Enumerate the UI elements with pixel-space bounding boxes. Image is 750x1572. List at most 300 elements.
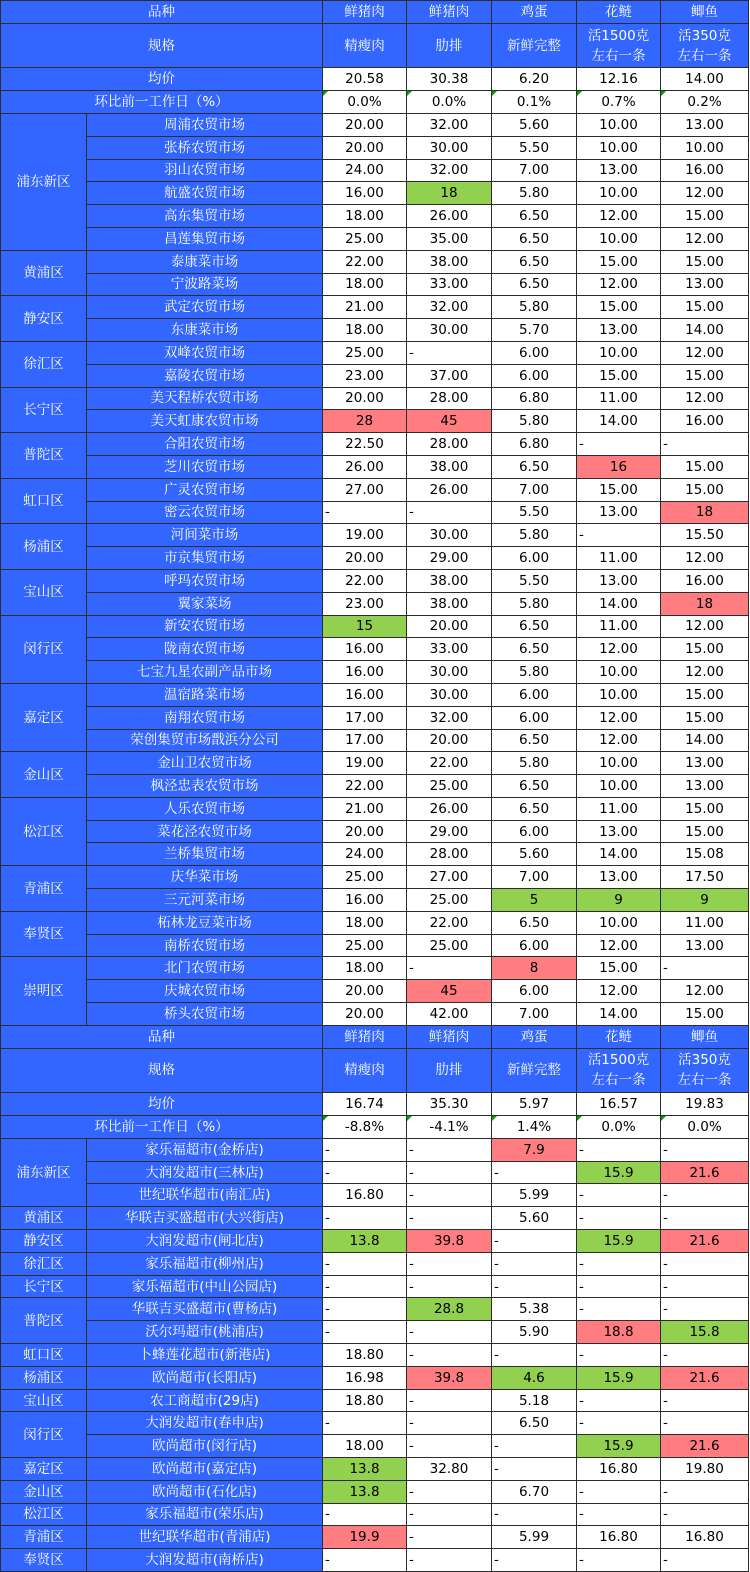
price-cell: - <box>492 1503 577 1526</box>
price-cell: 7.00 <box>492 159 577 182</box>
table-row <box>1 136 749 159</box>
market-name: 市京集贸市场 <box>87 547 323 570</box>
table-row <box>1 296 749 319</box>
price-cell: 21.6 <box>661 1366 749 1389</box>
change-value: 0.0% <box>661 1116 749 1139</box>
district-name: 杨浦区 <box>1 524 87 570</box>
price-cell: 13.00 <box>577 159 661 182</box>
district-name: 奉贤区 <box>1 1549 87 1572</box>
price-cell: 33.00 <box>407 638 492 661</box>
price-cell: 5.50 <box>492 136 577 159</box>
market-name: 羽山农贸市场 <box>87 159 323 182</box>
price-cell: 26.00 <box>407 205 492 228</box>
price-cell: 6.50 <box>492 250 577 273</box>
price-cell: - <box>407 1503 492 1526</box>
price-cell: 12.00 <box>661 341 749 364</box>
table-row <box>1 889 749 912</box>
price-cell: - <box>407 501 492 524</box>
table-body <box>1 1 749 1572</box>
price-cell: 13.00 <box>577 501 661 524</box>
price-cell: 9 <box>577 889 661 912</box>
price-cell: 33.00 <box>407 273 492 296</box>
change-value: 1.4% <box>492 1116 577 1139</box>
price-cell: 15.50 <box>661 524 749 547</box>
price-cell: - <box>661 1412 749 1435</box>
price-cell: - <box>407 341 492 364</box>
price-cell: 16.00 <box>323 182 407 205</box>
table-row <box>1 957 749 980</box>
table-row <box>1 1161 749 1184</box>
price-cell: 14.00 <box>577 410 661 433</box>
table-row <box>1 524 749 547</box>
avg-value: 6.20 <box>492 68 577 91</box>
header-product-label: 品种 <box>1 1025 323 1048</box>
price-cell: 7.00 <box>492 866 577 889</box>
price-cell: 13.00 <box>661 113 749 136</box>
table-row <box>1 729 749 752</box>
district-name: 崇明区 <box>1 957 87 1025</box>
market-name: 庆城农贸市场 <box>87 980 323 1003</box>
price-cell: 6.50 <box>492 273 577 296</box>
price-cell: 4.6 <box>492 1366 577 1389</box>
header-row-spec <box>1 1048 749 1093</box>
price-cell: 16.98 <box>323 1366 407 1389</box>
market-name: 人乐农贸市场 <box>87 797 323 820</box>
price-cell: 18.80 <box>323 1344 407 1367</box>
price-cell: - <box>492 1435 577 1458</box>
price-cell: 18.00 <box>323 1435 407 1458</box>
price-cell: 10.00 <box>577 683 661 706</box>
district-name: 杨浦区 <box>1 1366 87 1389</box>
price-cell: 20.00 <box>407 615 492 638</box>
market-name: 柘林龙豆菜市场 <box>87 911 323 934</box>
price-cell: 38.00 <box>407 569 492 592</box>
price-cell: 14.00 <box>577 843 661 866</box>
price-cell: 25.00 <box>323 227 407 250</box>
price-cell: 10.00 <box>577 227 661 250</box>
district-name: 金山区 <box>1 1480 87 1503</box>
table-row <box>1 843 749 866</box>
price-cell: 11.00 <box>577 387 661 410</box>
market-name: 家乐福超市(荣乐店) <box>87 1503 323 1526</box>
district-name: 松江区 <box>1 1503 87 1526</box>
price-cell: 13.00 <box>661 775 749 798</box>
price-cell: 19.80 <box>661 1458 749 1481</box>
price-cell: - <box>661 1503 749 1526</box>
price-cell: 28 <box>323 410 407 433</box>
price-cell: 6.50 <box>492 797 577 820</box>
table-row <box>1 1207 749 1230</box>
price-cell: 15.00 <box>661 797 749 820</box>
price-cell: 6.50 <box>492 775 577 798</box>
change-value: 0.7% <box>577 91 661 114</box>
price-cell: - <box>577 524 661 547</box>
price-cell: - <box>577 1480 661 1503</box>
price-cell: 10.00 <box>577 182 661 205</box>
avg-row <box>1 1093 749 1116</box>
price-cell: 26.00 <box>407 797 492 820</box>
price-cell: 15.00 <box>661 296 749 319</box>
price-cell: 37.00 <box>407 364 492 387</box>
price-cell: 17.00 <box>323 706 407 729</box>
district-name: 青浦区 <box>1 866 87 912</box>
market-name: 南桥农贸市场 <box>87 934 323 957</box>
market-name: 呼玛农贸市场 <box>87 569 323 592</box>
price-cell: - <box>407 1549 492 1572</box>
price-cell: - <box>577 1252 661 1275</box>
table-row <box>1 1412 749 1435</box>
table-row <box>1 1184 749 1207</box>
price-cell: - <box>577 1184 661 1207</box>
district-name: 松江区 <box>1 797 87 865</box>
price-cell: - <box>492 1252 577 1275</box>
price-cell: 17.00 <box>323 729 407 752</box>
avg-value: 5.97 <box>492 1093 577 1116</box>
price-cell: - <box>407 1412 492 1435</box>
header-product: 鲜猪肉 <box>407 1025 492 1048</box>
market-name: 农工商超市(29店) <box>87 1389 323 1412</box>
market-name: 大润发超市(闸北店) <box>87 1230 323 1253</box>
price-cell: - <box>407 1138 492 1161</box>
price-cell: 16.00 <box>661 410 749 433</box>
price-cell: 28.8 <box>407 1298 492 1321</box>
price-cell: 12.00 <box>577 729 661 752</box>
price-cell: 12.00 <box>661 980 749 1003</box>
price-cell: 14.00 <box>661 729 749 752</box>
table-row <box>1 205 749 228</box>
market-name: 七宝九星农副产品市场 <box>87 661 323 684</box>
price-cell: 6.50 <box>492 615 577 638</box>
market-name: 泰康菜市场 <box>87 250 323 273</box>
district-name: 长宁区 <box>1 1275 87 1298</box>
price-cell: - <box>577 1207 661 1230</box>
price-cell: 15.9 <box>577 1435 661 1458</box>
price-cell: 15.00 <box>577 478 661 501</box>
price-cell: 15.00 <box>577 250 661 273</box>
price-cell: 5.80 <box>492 524 577 547</box>
table-row <box>1 159 749 182</box>
change-value: 0.0% <box>577 1116 661 1139</box>
table-row <box>1 1458 749 1481</box>
price-cell: - <box>661 1275 749 1298</box>
market-name: 金山卫农贸市场 <box>87 752 323 775</box>
price-cell: 6.00 <box>492 683 577 706</box>
price-cell: 16.80 <box>661 1526 749 1549</box>
price-cell: - <box>661 1480 749 1503</box>
header-product: 鸡蛋 <box>492 1025 577 1048</box>
price-cell: 5 <box>492 889 577 912</box>
price-cell: 14.00 <box>577 592 661 615</box>
price-cell: 13.00 <box>577 319 661 342</box>
price-cell: 11.00 <box>577 615 661 638</box>
price-cell: 12.00 <box>577 980 661 1003</box>
header-spec: 活1500克 左右一条 <box>577 23 661 68</box>
header-spec-label: 规格 <box>1 23 323 68</box>
price-cell: 5.38 <box>492 1298 577 1321</box>
district-name: 浦东新区 <box>1 1138 87 1206</box>
price-cell: - <box>661 1184 749 1207</box>
market-name: 庆华菜市场 <box>87 866 323 889</box>
district-name: 宝山区 <box>1 1389 87 1412</box>
header-product: 鲜猪肉 <box>407 1 492 24</box>
price-cell: - <box>661 1207 749 1230</box>
price-cell: 18.00 <box>323 319 407 342</box>
table-row <box>1 410 749 433</box>
price-cell: 16 <box>577 455 661 478</box>
change-value: 0.0% <box>407 91 492 114</box>
price-cell: 21.6 <box>661 1161 749 1184</box>
price-cell: 28.00 <box>407 843 492 866</box>
price-cell: 15.00 <box>661 205 749 228</box>
price-cell: 9 <box>661 889 749 912</box>
price-cell: 29.00 <box>407 820 492 843</box>
price-cell: 38.00 <box>407 455 492 478</box>
price-cell: 15.00 <box>661 455 749 478</box>
price-cell: 5.18 <box>492 1389 577 1412</box>
price-cell: 29.00 <box>407 547 492 570</box>
market-name: 欧尚超市(闵行店) <box>87 1435 323 1458</box>
change-value: 0.1% <box>492 91 577 114</box>
avg-value: 12.16 <box>577 68 661 91</box>
district-name: 闵行区 <box>1 615 87 683</box>
header-product: 花鲢 <box>577 1025 661 1048</box>
price-cell: 15.00 <box>661 1003 749 1026</box>
price-cell: 24.00 <box>323 843 407 866</box>
price-cell: 6.50 <box>492 638 577 661</box>
table-row <box>1 1526 749 1549</box>
table-row <box>1 911 749 934</box>
market-name: 广灵农贸市场 <box>87 478 323 501</box>
price-cell: - <box>577 1503 661 1526</box>
price-cell: 12.00 <box>661 547 749 570</box>
price-cell: 17.50 <box>661 866 749 889</box>
price-cell: - <box>577 1549 661 1572</box>
district-name: 青浦区 <box>1 1526 87 1549</box>
header-spec: 活1500克 左右一条 <box>577 1048 661 1093</box>
price-cell: 25.00 <box>407 934 492 957</box>
price-cell: 15.00 <box>577 296 661 319</box>
price-cell: 28.00 <box>407 433 492 456</box>
price-cell: 30.00 <box>407 661 492 684</box>
market-name: 宁波路菜场 <box>87 273 323 296</box>
market-name: 大润发超市(三林店) <box>87 1161 323 1184</box>
market-name: 美天虹康农贸市场 <box>87 410 323 433</box>
market-name: 新安农贸市场 <box>87 615 323 638</box>
price-cell: 10.00 <box>577 136 661 159</box>
price-cell: 21.00 <box>323 296 407 319</box>
market-name: 陇南农贸市场 <box>87 638 323 661</box>
table-row <box>1 980 749 1003</box>
price-cell: 6.00 <box>492 934 577 957</box>
price-cell: 35.00 <box>407 227 492 250</box>
market-name: 翼家菜场 <box>87 592 323 615</box>
price-cell: 6.50 <box>492 911 577 934</box>
price-cell: - <box>577 1275 661 1298</box>
price-cell: 16.00 <box>661 569 749 592</box>
market-name: 航盛农贸市场 <box>87 182 323 205</box>
price-cell: 6.00 <box>492 547 577 570</box>
price-cell: - <box>323 1503 407 1526</box>
district-name: 长宁区 <box>1 387 87 433</box>
price-cell: 15.00 <box>661 706 749 729</box>
table-row <box>1 1435 749 1458</box>
price-cell: 5.50 <box>492 501 577 524</box>
table-row <box>1 1366 749 1389</box>
table-row <box>1 250 749 273</box>
price-cell: 10.00 <box>577 661 661 684</box>
price-cell: 21.00 <box>323 797 407 820</box>
price-cell: 12.00 <box>577 934 661 957</box>
header-spec-label: 规格 <box>1 1048 323 1093</box>
change-row <box>1 1116 749 1139</box>
district-name: 金山区 <box>1 752 87 798</box>
price-cell: 12.00 <box>577 638 661 661</box>
market-name: 桥头农贸市场 <box>87 1003 323 1026</box>
table-row <box>1 1230 749 1253</box>
price-cell: 28.00 <box>407 387 492 410</box>
price-cell: - <box>661 433 749 456</box>
price-cell: 16.80 <box>323 1184 407 1207</box>
price-cell: 15 <box>323 615 407 638</box>
district-name: 虹口区 <box>1 478 87 524</box>
price-cell: 15.00 <box>577 957 661 980</box>
avg-value: 30.38 <box>407 68 492 91</box>
price-cell: 13.00 <box>577 820 661 843</box>
price-cell: 13.00 <box>577 569 661 592</box>
price-cell: 21.6 <box>661 1230 749 1253</box>
price-cell: 45 <box>407 980 492 1003</box>
price-cell: 6.80 <box>492 433 577 456</box>
market-name: 世纪联华超市(青浦店) <box>87 1526 323 1549</box>
price-cell: 22.00 <box>323 569 407 592</box>
price-cell: 12.00 <box>661 387 749 410</box>
price-cell: 10.00 <box>577 911 661 934</box>
price-cell: 5.60 <box>492 843 577 866</box>
header-spec: 活350克 左右一条 <box>661 1048 749 1093</box>
price-cell: 15.9 <box>577 1230 661 1253</box>
price-cell: 12.00 <box>661 615 749 638</box>
price-cell: - <box>323 1321 407 1344</box>
price-cell: 39.8 <box>407 1366 492 1389</box>
avg-value: 35.30 <box>407 1093 492 1116</box>
price-cell: - <box>323 501 407 524</box>
price-cell: 15.00 <box>661 364 749 387</box>
price-cell: 10.00 <box>577 775 661 798</box>
market-name: 双峰农贸市场 <box>87 341 323 364</box>
table-row <box>1 866 749 889</box>
price-cell: 24.00 <box>323 159 407 182</box>
price-cell: 18.00 <box>323 911 407 934</box>
price-cell: 15.00 <box>661 250 749 273</box>
price-cell: 5.90 <box>492 1321 577 1344</box>
price-cell: 5.70 <box>492 319 577 342</box>
price-cell: 13.00 <box>577 866 661 889</box>
price-cell: 19.00 <box>323 524 407 547</box>
table-row <box>1 797 749 820</box>
market-name: 家乐福超市(柳州店) <box>87 1252 323 1275</box>
price-cell: - <box>492 1549 577 1572</box>
price-cell: - <box>407 1252 492 1275</box>
price-cell: 25.00 <box>323 866 407 889</box>
market-name: 美天程桥农贸市场 <box>87 387 323 410</box>
price-cell: 5.80 <box>492 182 577 205</box>
price-cell: 7.00 <box>492 478 577 501</box>
price-cell: 6.00 <box>492 706 577 729</box>
market-name: 大润发超市(春申店) <box>87 1412 323 1435</box>
price-cell: 18.80 <box>323 1389 407 1412</box>
price-cell: - <box>407 1321 492 1344</box>
price-cell: - <box>492 1458 577 1481</box>
market-name: 张桥农贸市场 <box>87 136 323 159</box>
table-row <box>1 1480 749 1503</box>
price-cell: 13.00 <box>661 273 749 296</box>
price-cell: 20.00 <box>323 820 407 843</box>
price-cell: - <box>492 1230 577 1253</box>
district-name: 徐汇区 <box>1 1252 87 1275</box>
price-cell: - <box>661 1298 749 1321</box>
table-row <box>1 752 749 775</box>
price-cell: 6.70 <box>492 1480 577 1503</box>
table-row <box>1 706 749 729</box>
price-cell: 22.00 <box>323 775 407 798</box>
market-name: 兰桥集贸市场 <box>87 843 323 866</box>
table-row <box>1 319 749 342</box>
price-cell: - <box>492 1161 577 1184</box>
header-row-product <box>1 1 749 24</box>
price-cell: - <box>661 1138 749 1161</box>
price-cell: 12.00 <box>577 205 661 228</box>
price-cell: 30.00 <box>407 136 492 159</box>
price-cell: - <box>323 1549 407 1572</box>
price-cell: 22.00 <box>407 911 492 934</box>
market-name: 河间菜市场 <box>87 524 323 547</box>
district-name: 黄浦区 <box>1 250 87 296</box>
market-name: 北门农贸市场 <box>87 957 323 980</box>
header-spec: 精瘦肉 <box>323 1048 407 1093</box>
price-cell: 5.99 <box>492 1184 577 1207</box>
header-product: 鲫鱼 <box>661 1025 749 1048</box>
price-cell: 15.00 <box>577 364 661 387</box>
price-cell: - <box>323 1412 407 1435</box>
table-row <box>1 501 749 524</box>
price-cell: - <box>661 957 749 980</box>
table-row <box>1 113 749 136</box>
district-name: 闵行区 <box>1 1412 87 1458</box>
table-row <box>1 1003 749 1026</box>
header-spec: 肋排 <box>407 23 492 68</box>
change-row <box>1 91 749 114</box>
table-row <box>1 592 749 615</box>
price-cell: - <box>577 433 661 456</box>
price-cell: 5.80 <box>492 752 577 775</box>
price-cell: 18 <box>661 501 749 524</box>
price-cell: 5.80 <box>492 410 577 433</box>
header-product: 花鲢 <box>577 1 661 24</box>
market-name: 密云农贸市场 <box>87 501 323 524</box>
price-cell: - <box>577 1412 661 1435</box>
market-name: 温宿路菜市场 <box>87 683 323 706</box>
price-cell: 26.00 <box>323 455 407 478</box>
change-value: -4.1% <box>407 1116 492 1139</box>
price-cell: 20.00 <box>323 387 407 410</box>
price-cell: 16.00 <box>323 661 407 684</box>
table-row <box>1 227 749 250</box>
price-cell: 30.00 <box>407 319 492 342</box>
price-cell: 27.00 <box>407 866 492 889</box>
header-product-label: 品种 <box>1 1 323 24</box>
price-cell: - <box>407 1207 492 1230</box>
price-cell: 6.50 <box>492 205 577 228</box>
